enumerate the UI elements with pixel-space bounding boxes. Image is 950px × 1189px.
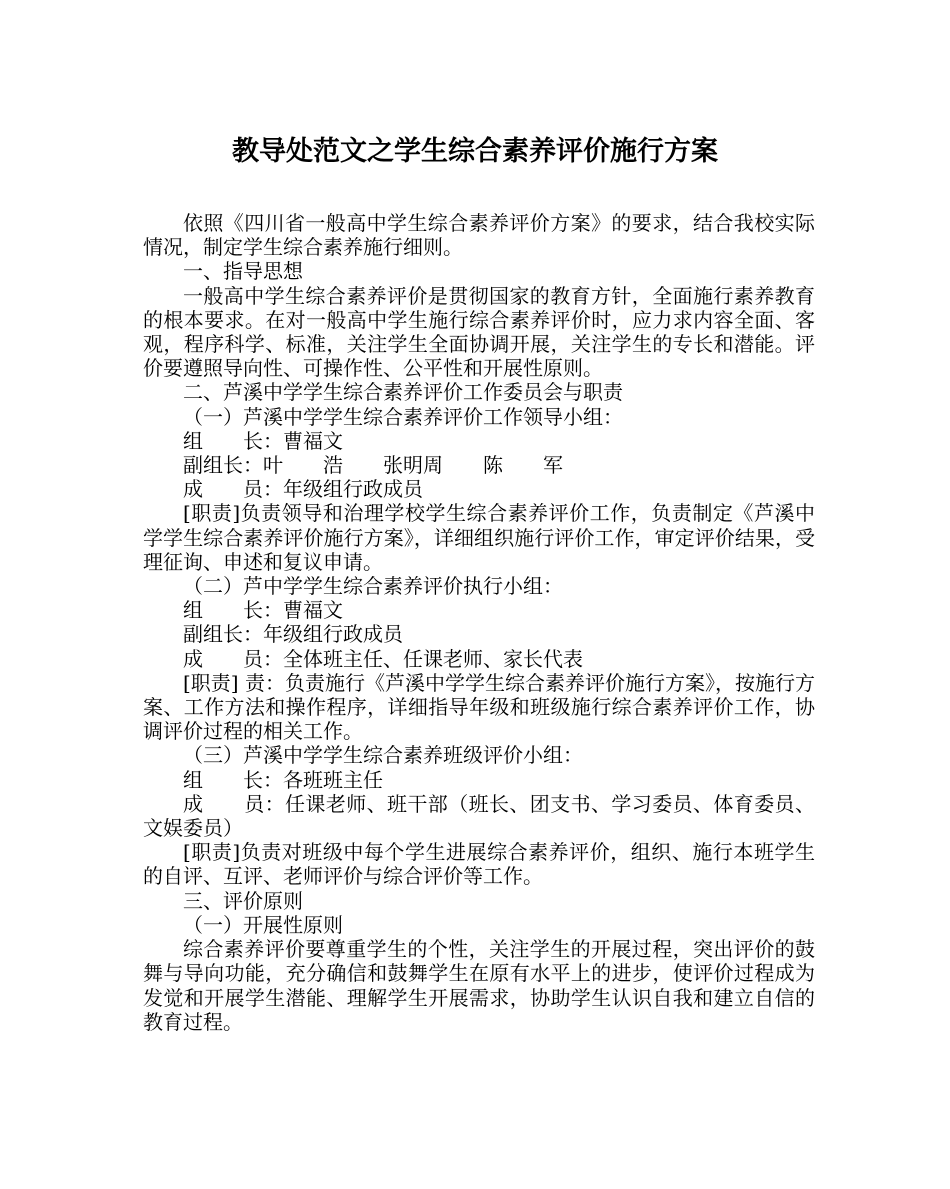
class-group-leader: 组 长：各班班主任	[183, 767, 383, 792]
leading-group-deputy-leaders: 副组长：叶 浩 张明周 陈 军	[183, 453, 563, 478]
leading-group-duties: [职责]负责领导和治理学校学生综合素养评价工作，负责制定《芦溪中学学生综合素养评价施行方案》，详细组织施行评价工作，审定评价结果，受理征询、申述和复议申请。	[143, 501, 815, 574]
development-principle-paragraph: 综合素养评价要尊重学生的个性，关注学生的开展过程，突出评价的鼓舞与导向功能，充分确信和鼓舞学生在原有水平上的进步，使评价过程成为发觉和开展学生潜能、理解学生开展需求，协助学生认识自我和建立自信的教育过程。	[143, 937, 815, 1034]
section-heading-principles: 三、评价原则	[183, 888, 303, 913]
executive-group-leader: 组 长：曹福文	[183, 598, 343, 623]
subsection-heading-class-group: （三）芦溪中学学生综合素养班级评价小组：	[183, 743, 583, 768]
document-title: 教导处范文之学生综合素养评价施行方案	[232, 136, 718, 167]
section-heading-committee: 二、芦溪中学学生综合素养评价工作委员会与职责	[183, 380, 623, 405]
intro-paragraph: 依照《四川省一般高中学生综合素养评价方案》的要求，结合我校实际情况，制定学生综合素养施行细则。	[143, 211, 815, 260]
subsection-heading-development-principle: （一）开展性原则	[183, 912, 343, 937]
class-group-duties: [职责]负责对班级中每个学生进展综合素养评价，组织、施行本班学生的自评、互评、老师评价与综合评价等工作。	[143, 840, 815, 889]
subsection-heading-leading-group: （一）芦溪中学学生综合素养评价工作领导小组：	[183, 404, 623, 429]
leading-group-leader: 组 长：曹福文	[183, 428, 343, 453]
leading-group-members: 成 员：年级组行政成员	[183, 477, 423, 502]
document-body	[143, 211, 815, 1034]
subsection-heading-executive-group: （二）芦中学学生综合素养评价执行小组：	[183, 574, 563, 599]
executive-group-duties: [职责] 责：负责施行《芦溪中学学生综合素养评价施行方案》，按施行方案、工作方法和操作程序，详细指导年级和班级施行综合素养评价工作，协调评价过程的相关工作。	[143, 670, 815, 744]
executive-group-members: 成 员：全体班主任、任课老师、家长代表	[183, 646, 583, 671]
guiding-thought-paragraph: 一般高中学生综合素养评价是贯彻国家的教育方针，全面施行素养教育的根本要求。在对一般高中学生施行综合素养评价时，应力求内容全面、客观，程序科学、标准，关注学生全面协调开展，关注学生的专长和潜能。评价要遵照导向性、可操作性、公平性和开展性原则。	[143, 283, 815, 381]
section-heading-guiding-thought: 一、指导思想	[183, 259, 303, 284]
executive-group-deputy-leader: 副组长：年级组行政成员	[183, 622, 403, 647]
class-group-members: 成 员：任课老师、班干部（班长、团支书、学习委员、体育委员、文娱委员）	[143, 791, 815, 841]
